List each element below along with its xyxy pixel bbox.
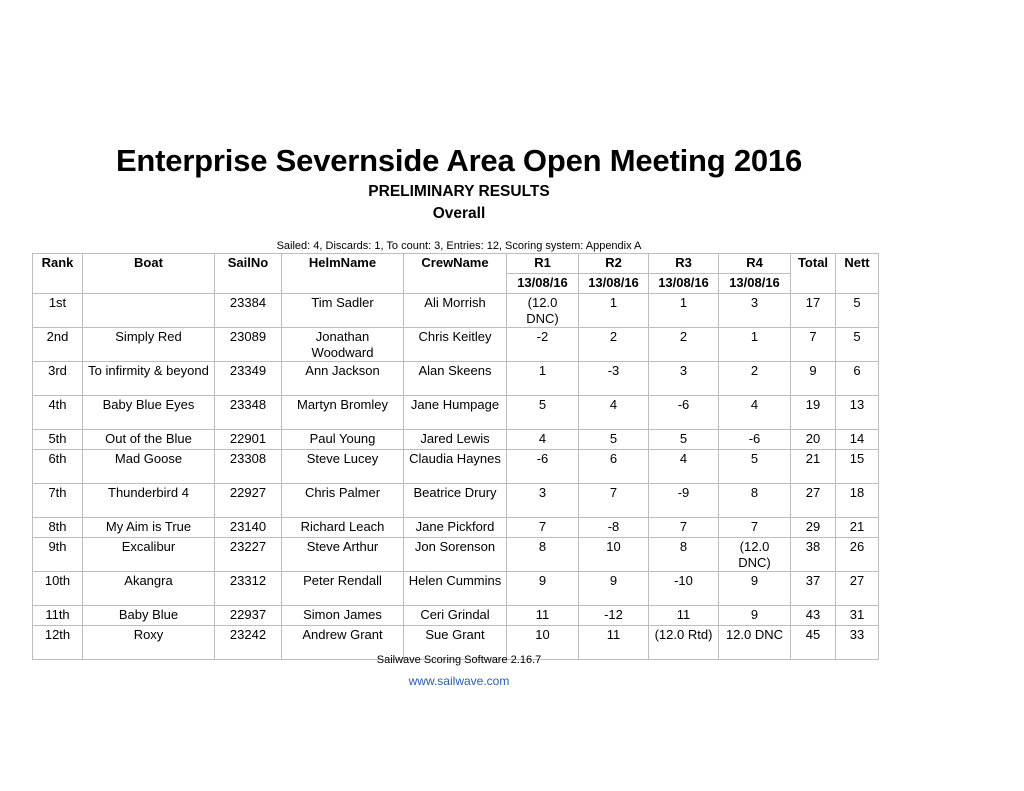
cell-crew: Beatrice Drury (404, 484, 507, 518)
col-helmname-header: HelmName (282, 254, 404, 294)
cell-total: 27 (791, 484, 836, 518)
table-row (33, 538, 879, 572)
cell-helm: Peter Rendall (282, 572, 404, 606)
cell-r3: -9 (649, 484, 719, 518)
cell-total: 45 (791, 626, 836, 660)
cell-r2: 9 (579, 572, 649, 606)
cell-nett: 27 (836, 572, 879, 606)
cell-helm: Chris Palmer (282, 484, 404, 518)
cell-r3: 8 (649, 538, 719, 572)
cell-helm: Paul Young (282, 430, 404, 450)
cell-helm: Tim Sadler (282, 294, 404, 328)
table-row (33, 328, 879, 362)
cell-r3: 11 (649, 606, 719, 626)
cell-boat: Baby Blue Eyes (83, 396, 215, 430)
cell-sailno: 23349 (215, 362, 282, 396)
cell-sailno: 23312 (215, 572, 282, 606)
cell-r4: 9 (719, 572, 791, 606)
table-row (33, 430, 879, 450)
cell-nett: 5 (836, 294, 879, 328)
cell-crew: Ali Morrish (404, 294, 507, 328)
cell-r3: 7 (649, 518, 719, 538)
cell-helm: Martyn Bromley (282, 396, 404, 430)
cell-r4: 2 (719, 362, 791, 396)
cell-rank: 10th (33, 572, 83, 606)
cell-sailno: 22937 (215, 606, 282, 626)
cell-r4: 4 (719, 396, 791, 430)
cell-r1: 7 (507, 518, 579, 538)
cell-boat: Excalibur (83, 538, 215, 572)
cell-total: 37 (791, 572, 836, 606)
cell-boat: Baby Blue (83, 606, 215, 626)
cell-boat (83, 294, 215, 328)
results-body (33, 294, 879, 660)
cell-nett: 21 (836, 518, 879, 538)
cell-boat: My Aim is True (83, 518, 215, 538)
cell-r4: 3 (719, 294, 791, 328)
col-boat-header: Boat (83, 254, 215, 294)
col-nett-header: Nett (836, 254, 879, 294)
cell-sailno: 23308 (215, 450, 282, 484)
cell-helm: Steve Lucey (282, 450, 404, 484)
cell-nett: 6 (836, 362, 879, 396)
cell-r2: 11 (579, 626, 649, 660)
col-r1-header: R1 (507, 254, 579, 274)
col-crewname-header: CrewName (404, 254, 507, 294)
cell-nett: 33 (836, 626, 879, 660)
cell-rank: 9th (33, 538, 83, 572)
cell-r2: 1 (579, 294, 649, 328)
cell-total: 17 (791, 294, 836, 328)
r2-date: 13/08/16 (579, 274, 649, 294)
cell-sailno: 23242 (215, 626, 282, 660)
cell-nett: 31 (836, 606, 879, 626)
cell-nett: 5 (836, 328, 879, 362)
cell-rank: 2nd (33, 328, 83, 362)
cell-r4: 9 (719, 606, 791, 626)
col-r2-header: R2 (579, 254, 649, 274)
cell-rank: 6th (33, 450, 83, 484)
document-subtitle: PRELIMINARY RESULTS (368, 183, 550, 200)
cell-helm: Steve Arthur (282, 538, 404, 572)
cell-helm: Jonathan Woodward (282, 328, 404, 362)
cell-crew: Jon Sorenson (404, 538, 507, 572)
cell-total: 21 (791, 450, 836, 484)
cell-r4: 7 (719, 518, 791, 538)
cell-r1: 10 (507, 626, 579, 660)
cell-sailno: 22901 (215, 430, 282, 450)
cell-crew: Sue Grant (404, 626, 507, 660)
cell-crew: Helen Cummins (404, 572, 507, 606)
results-table (32, 253, 879, 660)
cell-boat: Roxy (83, 626, 215, 660)
cell-r4: (12.0 DNC) (719, 538, 791, 572)
series-info: Sailed: 4, Discards: 1, To count: 3, Entries: 12, Scoring system: Appendix A (276, 240, 642, 252)
cell-rank: 12th (33, 626, 83, 660)
cell-boat: Out of the Blue (83, 430, 215, 450)
cell-r4: 5 (719, 450, 791, 484)
cell-r1: 1 (507, 362, 579, 396)
table-row (33, 518, 879, 538)
cell-sailno: 23384 (215, 294, 282, 328)
cell-total: 7 (791, 328, 836, 362)
cell-nett: 14 (836, 430, 879, 450)
r3-date: 13/08/16 (649, 274, 719, 294)
cell-r3: 1 (649, 294, 719, 328)
cell-r1: 3 (507, 484, 579, 518)
cell-r3: (12.0 Rtd) (649, 626, 719, 660)
sailwave-link[interactable]: www.sailwave.com (408, 674, 510, 688)
cell-crew: Jane Pickford (404, 518, 507, 538)
cell-boat: Simply Red (83, 328, 215, 362)
cell-r4: 1 (719, 328, 791, 362)
cell-total: 20 (791, 430, 836, 450)
table-row (33, 572, 879, 606)
cell-r1: (12.0 DNC) (507, 294, 579, 328)
table-row (33, 362, 879, 396)
cell-r1: 11 (507, 606, 579, 626)
cell-r1: 4 (507, 430, 579, 450)
cell-r3: 3 (649, 362, 719, 396)
cell-r3: -10 (649, 572, 719, 606)
section-heading: Overall (432, 205, 486, 222)
table-row (33, 484, 879, 518)
cell-r2: 6 (579, 450, 649, 484)
table-row (33, 450, 879, 484)
cell-sailno: 23348 (215, 396, 282, 430)
cell-r2: -3 (579, 362, 649, 396)
cell-r3: 2 (649, 328, 719, 362)
cell-crew: Claudia Haynes (404, 450, 507, 484)
cell-helm: Andrew Grant (282, 626, 404, 660)
software-credit: Sailwave Scoring Software 2.16.7 (376, 654, 542, 666)
cell-rank: 1st (33, 294, 83, 328)
header-row (33, 254, 879, 274)
table-row (33, 606, 879, 626)
cell-r4: 8 (719, 484, 791, 518)
cell-r2: 10 (579, 538, 649, 572)
cell-r1: -2 (507, 328, 579, 362)
cell-helm: Ann Jackson (282, 362, 404, 396)
cell-rank: 7th (33, 484, 83, 518)
cell-r2: 4 (579, 396, 649, 430)
cell-helm: Richard Leach (282, 518, 404, 538)
col-r4-header: R4 (719, 254, 791, 274)
cell-total: 29 (791, 518, 836, 538)
cell-rank: 8th (33, 518, 83, 538)
cell-nett: 26 (836, 538, 879, 572)
cell-boat: Mad Goose (83, 450, 215, 484)
col-total-header: Total (791, 254, 836, 294)
cell-crew: Jane Humpage (404, 396, 507, 430)
cell-total: 38 (791, 538, 836, 572)
cell-r1: -6 (507, 450, 579, 484)
cell-total: 19 (791, 396, 836, 430)
cell-crew: Ceri Grindal (404, 606, 507, 626)
cell-r2: -12 (579, 606, 649, 626)
cell-r3: -6 (649, 396, 719, 430)
cell-nett: 15 (836, 450, 879, 484)
cell-boat: To infirmity & beyond (83, 362, 215, 396)
cell-r1: 9 (507, 572, 579, 606)
cell-nett: 13 (836, 396, 879, 430)
table-row (33, 396, 879, 430)
cell-boat: Akangra (83, 572, 215, 606)
cell-r3: 4 (649, 450, 719, 484)
col-rank-header: Rank (33, 254, 83, 294)
cell-r2: 2 (579, 328, 649, 362)
cell-rank: 4th (33, 396, 83, 430)
cell-crew: Jared Lewis (404, 430, 507, 450)
r1-date: 13/08/16 (507, 274, 579, 294)
cell-r1: 5 (507, 396, 579, 430)
cell-total: 9 (791, 362, 836, 396)
cell-rank: 3rd (33, 362, 83, 396)
cell-r1: 8 (507, 538, 579, 572)
cell-crew: Chris Keitley (404, 328, 507, 362)
cell-nett: 18 (836, 484, 879, 518)
cell-rank: 11th (33, 606, 83, 626)
cell-r4: -6 (719, 430, 791, 450)
cell-sailno: 23227 (215, 538, 282, 572)
cell-rank: 5th (33, 430, 83, 450)
cell-sailno: 23140 (215, 518, 282, 538)
cell-helm: Simon James (282, 606, 404, 626)
cell-sailno: 23089 (215, 328, 282, 362)
table-row (33, 294, 879, 328)
cell-r2: 7 (579, 484, 649, 518)
col-sailno-header: SailNo (215, 254, 282, 294)
cell-r2: -8 (579, 518, 649, 538)
cell-sailno: 22927 (215, 484, 282, 518)
cell-r2: 5 (579, 430, 649, 450)
document-title: Enterprise Severnside Area Open Meeting 2016 (115, 143, 803, 178)
cell-r4: 12.0 DNC (719, 626, 791, 660)
cell-crew: Alan Skeens (404, 362, 507, 396)
cell-r3: 5 (649, 430, 719, 450)
cell-total: 43 (791, 606, 836, 626)
r4-date: 13/08/16 (719, 274, 791, 294)
cell-boat: Thunderbird 4 (83, 484, 215, 518)
col-r3-header: R3 (649, 254, 719, 274)
